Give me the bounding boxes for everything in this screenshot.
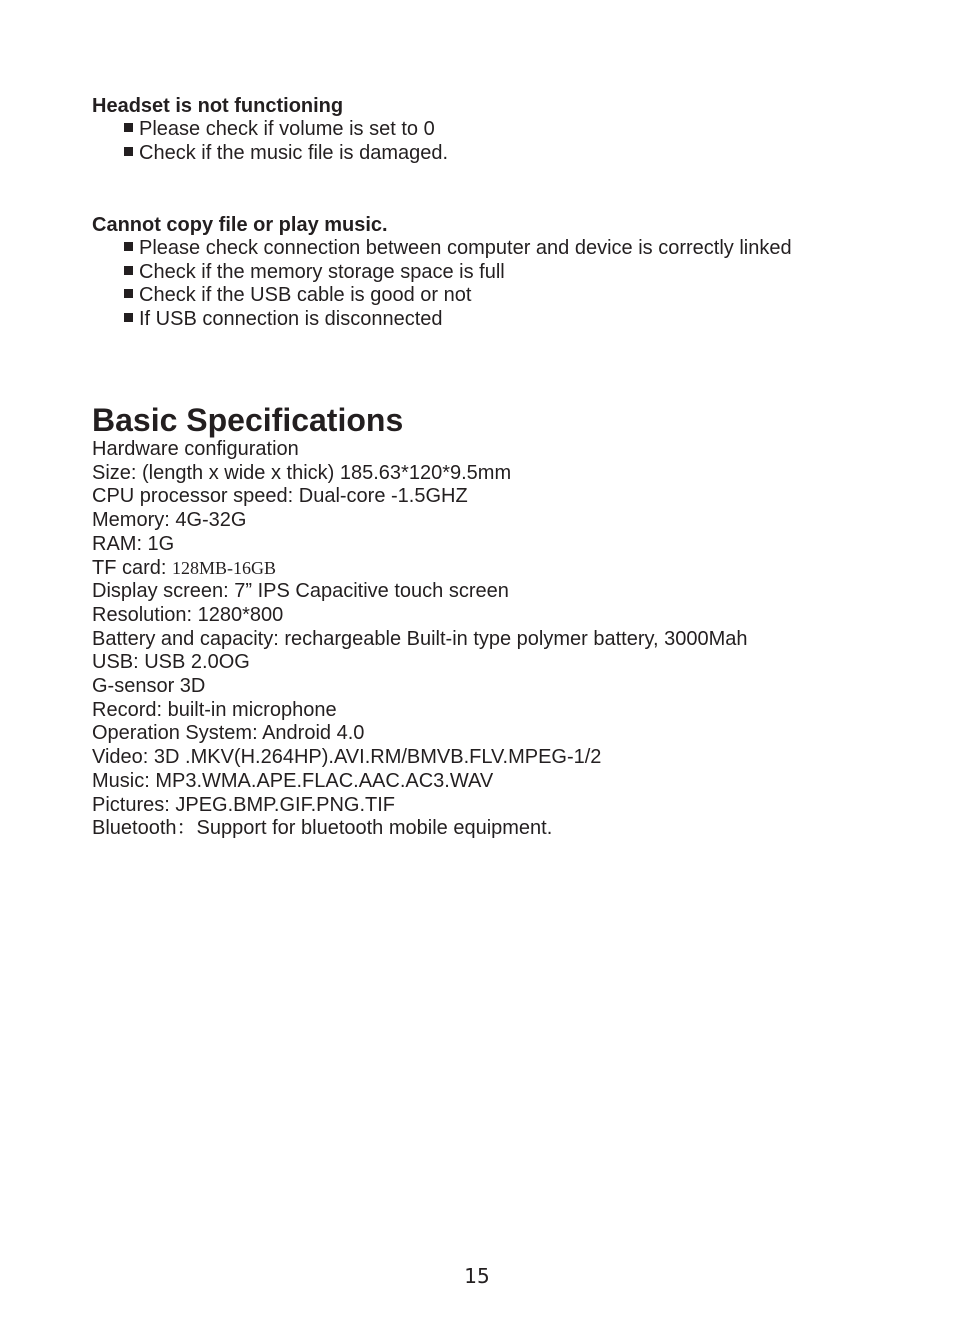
spec-battery: Battery and capacity: rechargeable Built-in type polymer battery, 3000Mah — [92, 627, 748, 650]
list-item-text: Check if the USB cable is good or not — [139, 284, 472, 306]
spec-pictures: Pictures: JPEG.BMP.GIF.PNG.TIF — [92, 793, 396, 816]
spec-tf-value: 128MB-16GB — [172, 557, 277, 578]
spec-resolution: Resolution: 1280*800 — [92, 603, 284, 626]
bullet-list — [92, 118, 448, 165]
section-heading: Cannot copy file or play music. — [92, 214, 388, 236]
spec-bluetooth: Bluetooth：Support for bluetooth mobile equipment. — [92, 817, 553, 840]
square-bullet-icon — [124, 147, 133, 156]
list-item — [124, 237, 792, 261]
list-item-text: Please check if volume is set to 0 — [139, 118, 435, 140]
spec-display: Display screen: 7” IPS Capacitive touch screen — [92, 580, 509, 603]
spec-tf-label: TF card: — [92, 556, 173, 579]
spec-os: Operation System: Android 4.0 — [92, 722, 365, 745]
spec-music: Music: MP3.WMA.APE.FLAC.AAC.AC3.WAV — [92, 769, 494, 792]
list-item-text: If USB connection is disconnected — [139, 307, 443, 330]
spec-record: Record: built-in microphone — [92, 698, 337, 721]
spec-tf-card — [92, 557, 748, 581]
list-item — [124, 142, 448, 166]
square-bullet-icon — [124, 289, 133, 298]
square-bullet-icon — [124, 266, 133, 275]
list-item — [124, 261, 792, 285]
list-item-text: Check if the music file is damaged. — [139, 141, 449, 164]
list-item — [124, 118, 448, 142]
spec-cpu: CPU processor speed: Dual-core -1.5GHZ — [92, 485, 468, 508]
spec-hardware: Hardware configuration — [92, 438, 299, 460]
spec-memory: Memory: 4G-32G — [92, 509, 247, 532]
list-item — [124, 308, 792, 332]
list-item — [124, 284, 792, 308]
square-bullet-icon — [124, 242, 133, 251]
square-bullet-icon — [124, 123, 133, 132]
bullet-list — [92, 237, 792, 331]
page-number: 15 — [464, 1264, 490, 1288]
troubleshooting-section-headset — [92, 94, 448, 165]
troubleshooting-section-copy — [92, 213, 792, 331]
square-bullet-icon — [124, 313, 133, 322]
spec-video: Video: 3D .MKV(H.264HP).AVI.RM/BMVB.FLV.MPEG-1/2 — [92, 746, 602, 769]
spec-ram: RAM: 1G — [92, 532, 175, 555]
section-heading: Headset is not functioning — [92, 95, 344, 117]
spec-gsensor: G-sensor 3D — [92, 675, 206, 698]
spec-list — [92, 438, 748, 841]
list-item-text: Check if the memory storage space is full — [139, 260, 505, 283]
spec-usb: USB: USB 2.0OG — [92, 651, 250, 674]
page-title: Basic Specifications — [92, 402, 404, 438]
list-item-text: Please check connection between computer and device is correctly linked — [139, 237, 792, 259]
spec-size: Size: (length x wide x thick) 185.63*120*9.5mm — [92, 461, 512, 484]
